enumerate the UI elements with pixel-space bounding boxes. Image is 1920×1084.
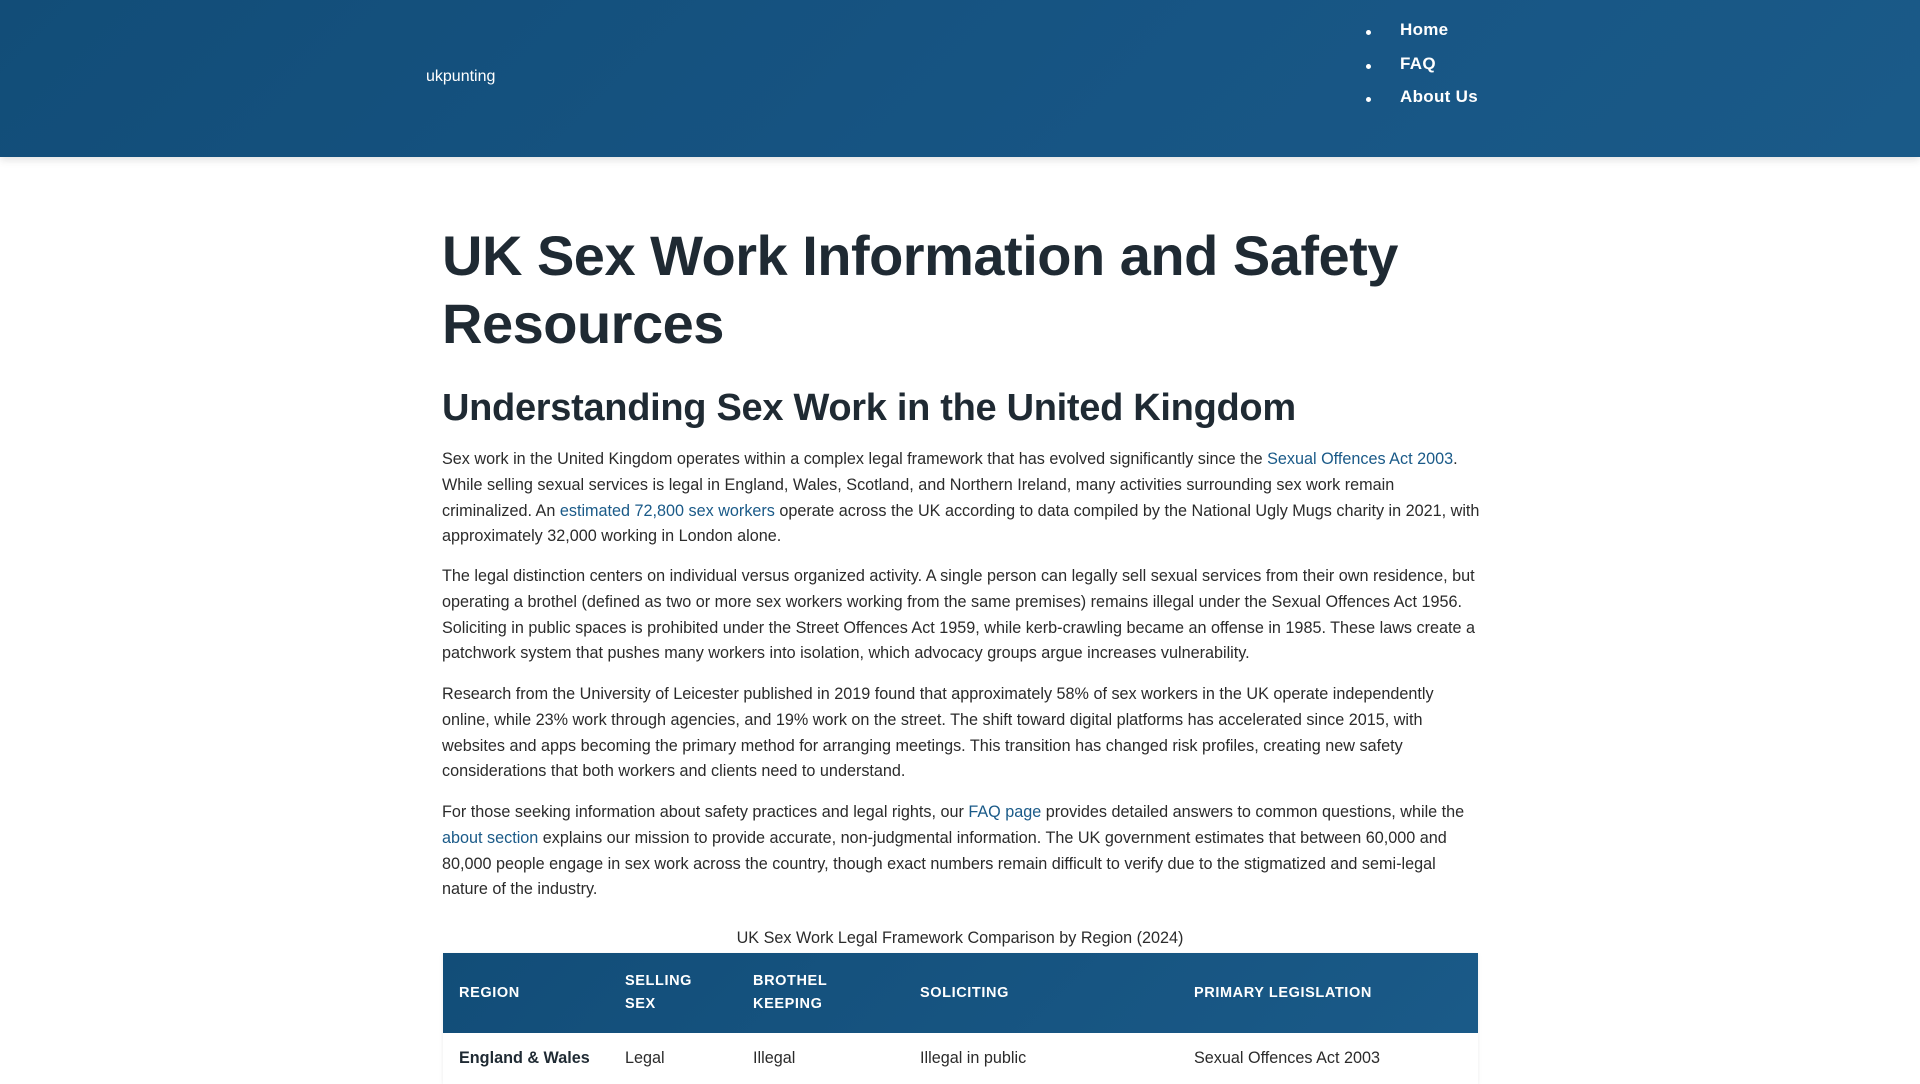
column-header-selling-sex: SELLING SEX (625, 973, 693, 1012)
nav-item-about (1366, 87, 1478, 121)
legal-framework-table (443, 953, 1478, 1084)
table-caption: UK Sex Work Legal Framework Comparison by Region (2024) (736, 929, 1184, 947)
column-header-brothel-keeping: BROTHEL KEEPING (753, 973, 828, 1012)
cell-region: England & Wales (459, 1049, 590, 1067)
nav-item-faq (1366, 54, 1478, 88)
paragraph-intro (442, 447, 1482, 550)
column-header-primary-legislation: PRIMARY LEGISLATION (1194, 984, 1372, 1001)
site-header (0, 0, 1920, 157)
nav-link-about-us[interactable]: About Us (1400, 87, 1478, 106)
nav-item-home (1366, 20, 1478, 54)
main-nav (1366, 20, 1478, 121)
paragraph-text: operate across the UK according to data compiled by the National Ugly Mugs charity in 2021, with approximately 32,000 working in London alone. (442, 501, 1480, 546)
column-header-soliciting: SOLICITING (920, 984, 1009, 1001)
paragraph-research: Research from the University of Leicester published in 2019 found that approximately 58% of sex workers in the UK operate independently online, while 23% work through agencies, and 19% work on the street. The shift toward digital platforms has accelerated since 2015, with websites and apps becoming the primary method for arranging meetings. This transition has changed risk profiles, creating new safety considerations that both workers and clients need to understand. (442, 685, 1434, 781)
link-faq-page[interactable]: FAQ page (968, 803, 1042, 821)
section-heading: Understanding Sex Work in the United Kingdom (442, 387, 1296, 429)
cell-selling-sex: Legal (625, 1049, 665, 1067)
cell-brothel-keeping: Illegal (753, 1049, 796, 1067)
paragraph-text: For those seeking information about safety practices and legal rights, our (442, 803, 969, 821)
cell-soliciting: Illegal in public (920, 1049, 1027, 1067)
cell-primary-legislation: Sexual Offences Act 2003 (1194, 1049, 1380, 1067)
nav-link-faq[interactable]: FAQ (1400, 53, 1436, 73)
link-sexual-offences-act-2003[interactable]: Sexual Offences Act 2003 (1267, 450, 1454, 468)
paragraph-resources (442, 800, 1482, 903)
link-estimated-sex-workers[interactable]: estimated 72,800 sex workers (559, 501, 775, 520)
column-header-region: REGION (459, 984, 520, 1001)
paragraph-text: provides detailed answers to common questions, while the (1041, 803, 1465, 821)
nav-link-home[interactable]: Home (1400, 20, 1449, 39)
paragraph-text: . While selling sexual services is legal in England, Wales, Scotland, and Northern Ireland, many activities surrounding sex work remain criminalized. An (442, 450, 1458, 520)
paragraph-text: explains our mission to provide accurate, non-judgmental information. The UK government estimates that between 60,000 and 80,000 people engage in sex work across the country, though exact numbers remain difficult to verify due to the stigmatized and semi-legal nature of the industry. (442, 828, 1447, 899)
paragraph-text: Sex work in the United Kingdom operates within a complex legal framework that has evolved significantly since the (442, 450, 1268, 468)
page-title: UK Sex Work Information and Safety Resources (442, 224, 1398, 355)
table-header-row (443, 953, 1478, 1033)
paragraph-legal-distinction: The legal distinction centers on individual versus organized activity. A single person can legally sell sexual services from their own residence, but operating a brothel (defined as two or more sex workers working from the same premises) remains illegal under the Sexual Offences Act 1956. Soliciting in public spaces is prohibited under the Street Offences Act 1959, while kerb-crawling became an offense in 1985. These laws create a patchwork system that pushes many workers into isolation, which advocacy groups argue increases vulnerability. (442, 567, 1476, 663)
table-row (443, 1033, 1478, 1084)
site-logo-link[interactable]: ukpunting (426, 68, 496, 85)
link-about-section[interactable]: about section (442, 828, 539, 847)
